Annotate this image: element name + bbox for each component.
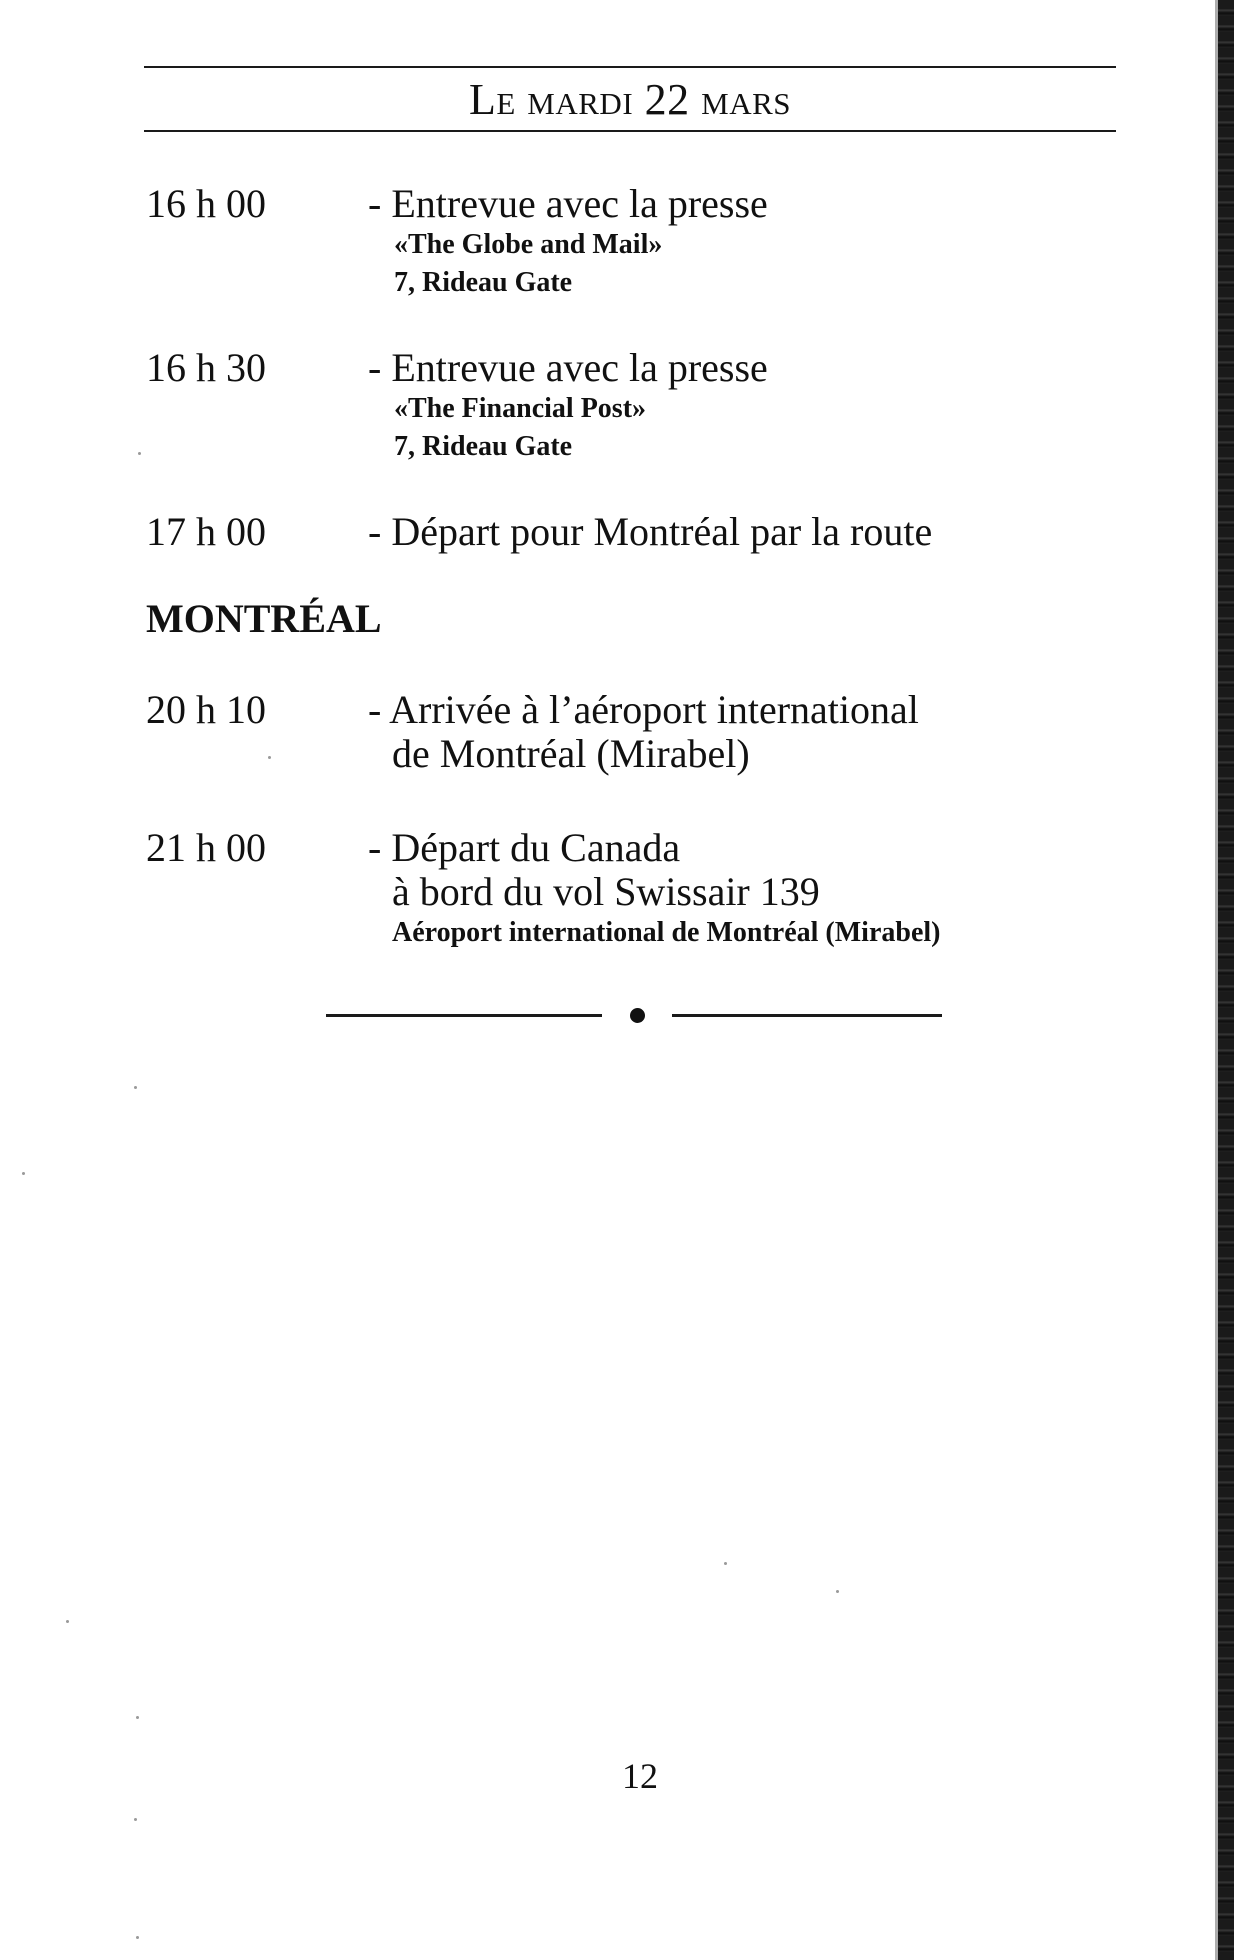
entry-title: - Arrivée à l’aéroport international: [368, 687, 919, 732]
divider-bullet-icon: [630, 1008, 645, 1023]
entry-description: [368, 688, 1128, 776]
divider-line-right: [672, 1014, 942, 1017]
scan-edge-shadow: [1215, 0, 1218, 1960]
entry-time: 17 h 00: [146, 509, 266, 554]
scan-speck: [268, 756, 271, 759]
entry-title: - Départ pour Montréal par la route: [368, 509, 933, 554]
scan-speck: [724, 1562, 727, 1565]
entry-detail-outlet: «The Financial Post»: [394, 393, 647, 424]
entry-description: [368, 182, 1128, 302]
scan-speck: [836, 1590, 839, 1593]
scan-speck: [66, 1620, 69, 1623]
entry-time: 20 h 10: [146, 687, 266, 732]
entry-detail-location: 7, Rideau Gate: [394, 267, 573, 298]
entry-description: [368, 346, 1128, 466]
scan-speck: [22, 1172, 25, 1175]
header-top-rule: [144, 66, 1116, 68]
entry-description: [368, 826, 1128, 952]
entry-time: 16 h 00: [146, 181, 266, 226]
entry-title: - Entrevue avec la presse: [368, 345, 768, 390]
scan-speck: [136, 1716, 139, 1719]
section-title-montreal: MONTRÉAL: [146, 596, 382, 641]
scan-speck: [136, 1936, 139, 1939]
scan-edge-border: [1218, 0, 1234, 1960]
scan-speck: [134, 1086, 137, 1089]
entry-title-continuation: de Montréal (Mirabel): [392, 731, 750, 776]
entry-detail-outlet: «The Globe and Mail»: [394, 229, 663, 260]
divider-line-left: [326, 1014, 602, 1017]
scan-speck: [138, 452, 141, 455]
entry-description: [368, 510, 1128, 554]
scan-speck: [134, 1818, 137, 1821]
page-number: 12: [622, 1756, 658, 1796]
entry-time: 21 h 00: [146, 825, 266, 870]
entry-title: - Départ du Canada: [368, 825, 681, 870]
entry-detail-location: 7, Rideau Gate: [394, 431, 573, 462]
entry-title: - Entrevue avec la presse: [368, 181, 768, 226]
page-title: Le mardi 22 mars: [468, 75, 792, 124]
header-bottom-rule: [144, 130, 1116, 132]
entry-title-continuation: à bord du vol Swissair 139: [392, 869, 820, 914]
entry-detail-location: Aéroport international de Montréal (Mirabel): [392, 917, 941, 948]
entry-time: 16 h 30: [146, 345, 266, 390]
